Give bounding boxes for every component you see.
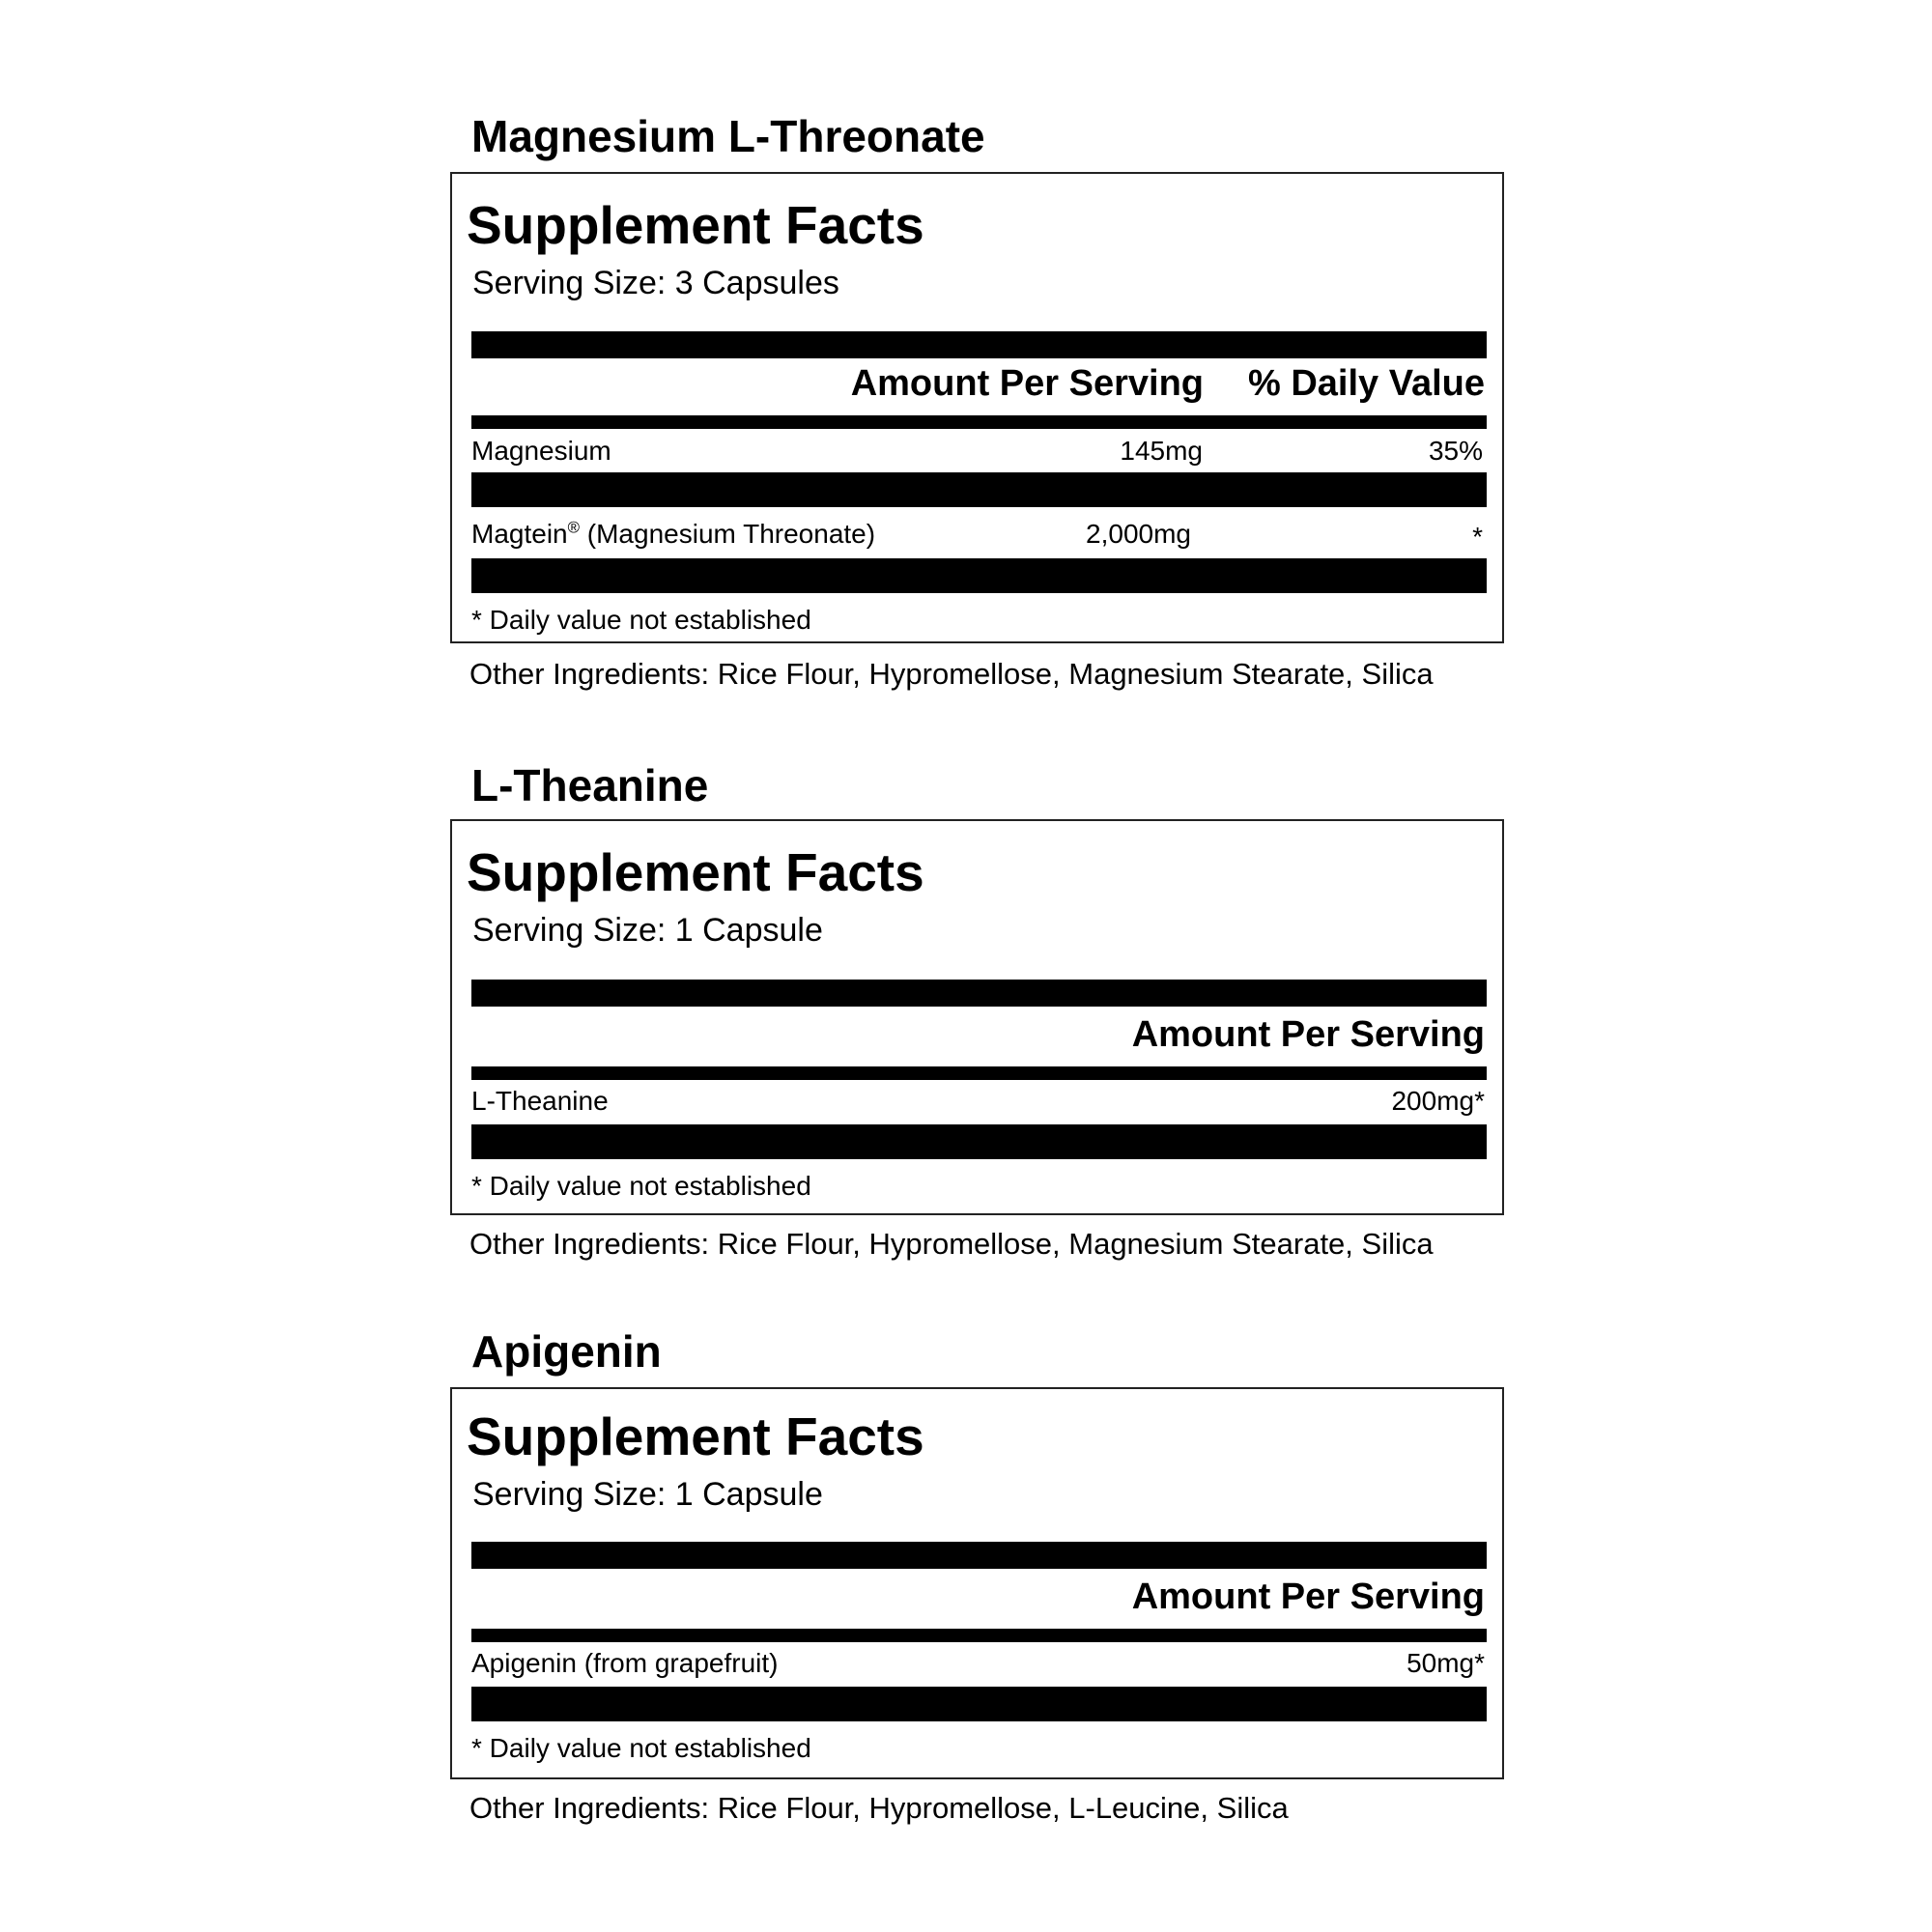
other-ingredients: Other Ingredients: Rice Flour, Hypromellose, Magnesium Stearate, Silica [469,1227,1434,1261]
supplement-facts-panel [450,819,1504,1215]
nutrient-name [471,518,876,549]
nutrient-amount: 145mg [1120,436,1203,466]
other-ingredients: Other Ingredients: Rice Flour, Hypromellose, L-Leucine, Silica [469,1791,1289,1825]
serving-size: Serving Size: 1 Capsule [472,1476,823,1513]
supplement-facts-panel [450,172,1504,643]
serving-size: Serving Size: 1 Capsule [472,912,823,949]
nutrient-daily-value: 35% [1428,436,1483,466]
thick-divider [471,472,1487,507]
nutrient-name: L-Theanine [471,1086,609,1116]
brand-name: Magtein [471,519,568,549]
thick-divider [471,980,1487,1007]
thick-divider [471,1687,1487,1721]
nutrient-amount: 2,000mg [1086,519,1191,549]
facts-heading: Supplement Facts [467,842,924,902]
product-title: L-Theanine [471,760,709,810]
thick-divider [471,558,1487,593]
registered-mark: ® [567,518,580,537]
medium-divider [471,1629,1487,1642]
facts-heading: Supplement Facts [467,1406,924,1466]
product-title: Magnesium L-Threonate [471,111,985,161]
col-amount-header: Amount Per Serving [1131,1014,1485,1055]
nutrient-name: Apigenin (from grapefruit) [471,1648,779,1678]
nutrient-daily-value: * [1472,522,1483,552]
product-title: Apigenin [471,1326,662,1377]
footnote: * Daily value not established [471,1733,811,1763]
footnote: * Daily value not established [471,605,811,635]
nutrient-amount: 50mg* [1406,1648,1485,1678]
col-amount-header: Amount Per Serving [1131,1577,1485,1617]
nutrient-name: Magnesium [471,436,611,466]
thick-divider [471,1542,1487,1569]
medium-divider [471,415,1487,429]
medium-divider [471,1066,1487,1080]
serving-size: Serving Size: 3 Capsules [472,265,839,301]
facts-heading: Supplement Facts [467,195,924,255]
nutrient-name-detail: (Magnesium Threonate) [580,519,876,549]
thick-divider [471,1124,1487,1159]
supplement-facts-panel [450,1387,1504,1779]
other-ingredients: Other Ingredients: Rice Flour, Hypromellose, Magnesium Stearate, Silica [469,657,1434,691]
nutrient-amount: 200mg* [1391,1086,1485,1116]
col-amount-header: Amount Per Serving [850,363,1204,404]
footnote: * Daily value not established [471,1171,811,1201]
thick-divider [471,331,1487,358]
col-daily-value-header: % Daily Value [1247,363,1485,404]
